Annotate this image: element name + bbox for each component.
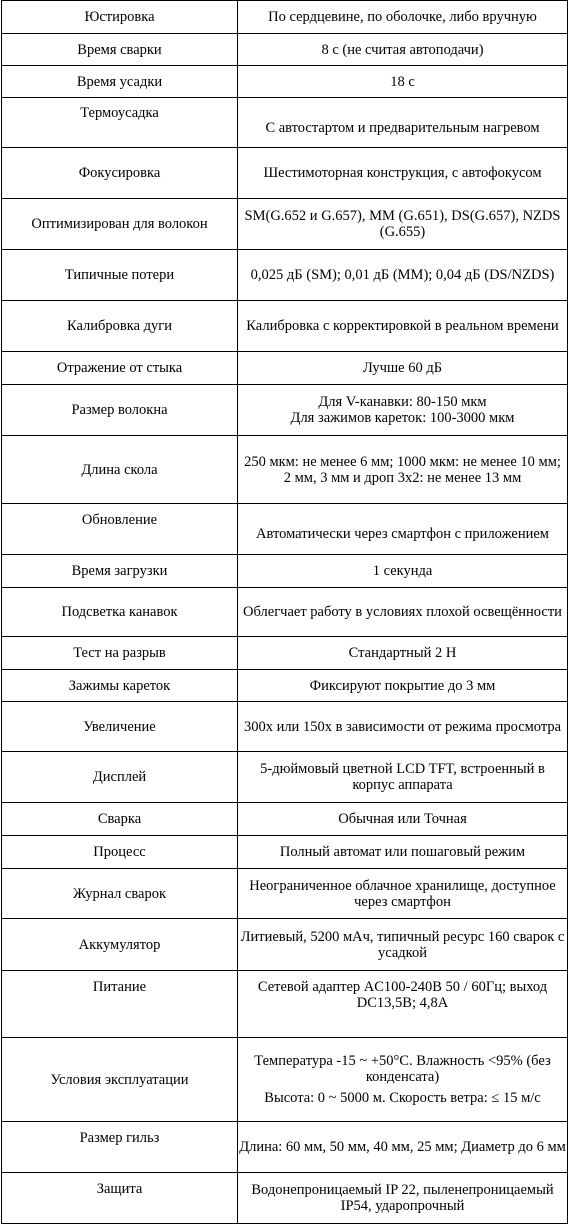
table-row <box>2 971 568 1038</box>
spec-name: Фокусировка <box>2 148 238 199</box>
table-row <box>2 250 568 301</box>
spec-value: 1 секунда <box>238 555 568 588</box>
table-row <box>2 148 568 199</box>
table-row <box>2 301 568 352</box>
spec-value: С автостартом и предварительным нагревом <box>238 98 568 148</box>
spec-name: Время загрузки <box>2 555 238 588</box>
table-row <box>2 1173 568 1224</box>
spec-value-line: Высота: 0 ~ 5000 м. Скорость ветра: ≤ 15 м/с <box>264 1090 541 1106</box>
spec-value: Автоматически через смартфон с приложением <box>238 504 568 555</box>
table-row <box>2 199 568 250</box>
table-row <box>2 752 568 803</box>
spec-value: Калибровка с корректировкой в реальном времени <box>238 301 568 352</box>
spec-name: Термоусадка <box>2 98 238 148</box>
spec-value-line: Для зажимов кареток: 100-3000 мкм <box>290 410 515 426</box>
table-row <box>2 352 568 385</box>
table-row <box>2 670 568 702</box>
spec-name: Обновление <box>2 504 238 555</box>
table-row <box>2 34 568 66</box>
table-row <box>2 836 568 869</box>
spec-name: Журнал сварок <box>2 869 238 919</box>
spec-value: Литиевый, 5200 мАч, типичный ресурс 160 сварок с усадкой <box>238 919 568 971</box>
spec-value: Стандартный 2 Н <box>238 637 568 670</box>
spec-value: 5-дюймовый цветной LCD TFT, встроенный в корпус аппарата <box>238 752 568 803</box>
table-row <box>2 803 568 836</box>
spec-value <box>238 1038 568 1122</box>
spec-value-line: 2 мм, 3 мм и дроп 3х2: не менее 13 мм <box>283 469 522 486</box>
spec-name: Калибровка дуги <box>2 301 238 352</box>
table-row <box>2 1 568 34</box>
spec-value: Сетевой адаптер AC100-240B 50 / 60Гц; выход DC13,5B; 4,8A <box>238 971 568 1038</box>
spec-value: По сердцевине, по оболочке, либо вручную <box>238 1 568 34</box>
table-row <box>2 588 568 637</box>
spec-name: Юстировка <box>2 1 238 34</box>
spec-value: 8 с (не считая автоподачи) <box>238 34 568 66</box>
spec-name: Типичные потери <box>2 250 238 301</box>
spec-name: Отражение от стыка <box>2 352 238 385</box>
spec-value-line: Для V-канавки: 80-150 мкм <box>318 394 487 410</box>
spec-name: Тест на разрыв <box>2 637 238 670</box>
spec-name: Дисплей <box>2 752 238 803</box>
table-row <box>2 637 568 670</box>
spec-value: Шестимоторная конструкция, с автофокусом <box>238 148 568 199</box>
spec-value: Облегчает работу в условиях плохой освещённости <box>238 588 568 637</box>
spec-name: Условия эксплуатации <box>2 1038 238 1122</box>
spec-name: Увеличение <box>2 702 238 752</box>
spec-name: Время усадки <box>2 66 238 98</box>
spec-name: Зажимы кареток <box>2 670 238 702</box>
table-row <box>2 555 568 588</box>
spec-value: Лучше 60 дБ <box>238 352 568 385</box>
spec-value: Обычная или Точная <box>238 803 568 836</box>
table-row <box>2 1122 568 1173</box>
table-row <box>2 919 568 971</box>
table-row <box>2 98 568 148</box>
table-row <box>2 436 568 504</box>
table-row <box>2 869 568 919</box>
spec-value <box>238 385 568 436</box>
spec-name: Размер волокна <box>2 385 238 436</box>
spec-name: Размер гильз <box>2 1122 238 1173</box>
spec-value-line: Температура -15 ~ +50°C. Влажность <95% (без конденсата) <box>254 1053 551 1085</box>
table-row <box>2 1038 568 1122</box>
table-row <box>2 385 568 436</box>
spec-name: Длина скола <box>2 436 238 504</box>
spec-name: Оптимизирован для волокон <box>2 199 238 250</box>
spec-value: Длина: 60 мм, 50 мм, 40 мм, 25 мм; Диаметр до 6 мм <box>238 1122 568 1173</box>
spec-value: Полный автомат или пошаговый режим <box>238 836 568 869</box>
spec-value: SM(G.652 и G.657), MM (G.651), DS(G.657), NZDS (G.655) <box>238 199 568 250</box>
table-row <box>2 702 568 752</box>
table-row <box>2 66 568 98</box>
spec-name: Питание <box>2 971 238 1038</box>
specifications-table <box>1 0 568 1224</box>
spec-value: Неограниченное облачное хранилище, доступное через смартфон <box>238 869 568 919</box>
spec-value: Водонепроницаемый IP 22, пыленепроницаемый IP54, ударопрочный <box>238 1173 568 1224</box>
spec-name: Защита <box>2 1173 238 1224</box>
spec-name: Подсветка канавок <box>2 588 238 637</box>
spec-value: 300х или 150х в зависимости от режима просмотра <box>238 702 568 752</box>
table-row <box>2 504 568 555</box>
spec-value: 18 с <box>238 66 568 98</box>
spec-name: Время сварки <box>2 34 238 66</box>
spec-value <box>238 436 568 504</box>
spec-name: Аккумулятор <box>2 919 238 971</box>
spec-value-line: 250 мкм: не менее 6 мм; 1000 мкм: не менее 10 мм; <box>244 453 561 470</box>
spec-name: Сварка <box>2 803 238 836</box>
spec-name: Процесс <box>2 836 238 869</box>
spec-value: 0,025 дБ (SM); 0,01 дБ (MM); 0,04 дБ (DS/NZDS) <box>238 250 568 301</box>
spec-value: Фиксируют покрытие до 3 мм <box>238 670 568 702</box>
